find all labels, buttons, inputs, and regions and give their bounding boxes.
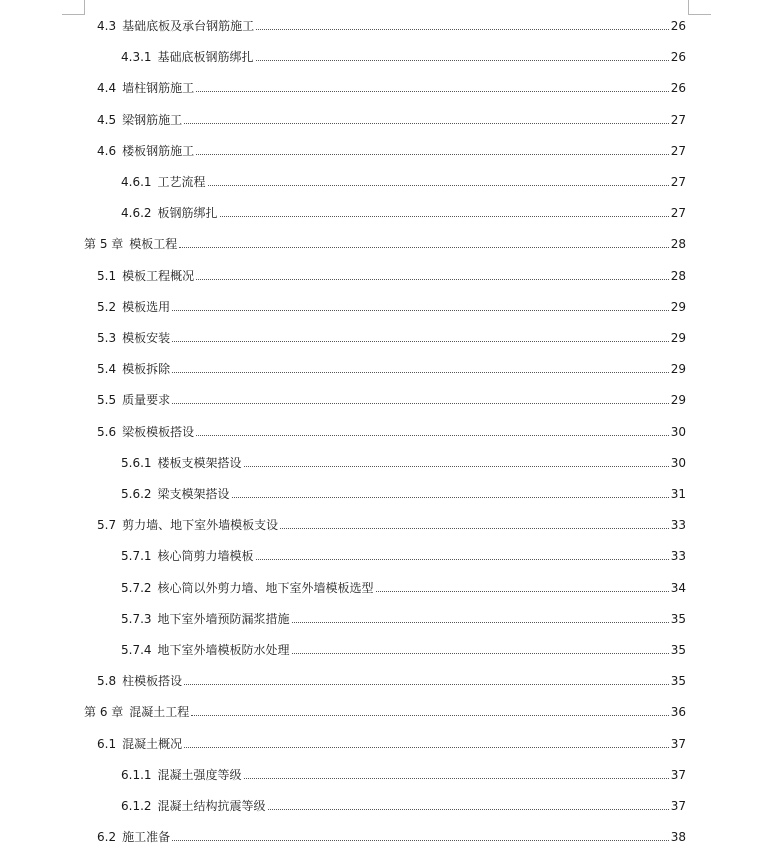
toc-dot-leader <box>196 435 669 436</box>
toc-dot-leader <box>184 747 669 748</box>
toc-entry-page: 29 <box>670 393 686 408</box>
toc-entry-title: 楼板支模架搭设 <box>157 455 242 470</box>
toc-entry-page: 31 <box>670 487 686 501</box>
page-corner-mark-right <box>688 0 711 15</box>
toc-entry[interactable] <box>121 606 686 626</box>
toc-entry-page: 34 <box>670 580 686 595</box>
toc-dot-leader <box>172 341 669 342</box>
toc-entry[interactable] <box>121 793 686 813</box>
toc-entry-title: 地下室外墙预防漏浆措施 <box>157 611 290 626</box>
toc-entry-title: 质量要求 <box>122 393 171 408</box>
toc-entry[interactable] <box>121 481 686 501</box>
toc-entry-page: 33 <box>670 549 686 564</box>
toc-entry-number: 5.7.3 <box>121 611 152 626</box>
toc-entry-page: 37 <box>670 767 686 782</box>
page-corner-mark-left <box>62 0 85 15</box>
toc-entry-number: 5.7 <box>97 518 117 533</box>
toc-dot-leader <box>184 684 669 685</box>
toc-entry[interactable] <box>84 231 686 251</box>
toc-entry-title: 核心筒剪力墙模板 <box>157 549 254 564</box>
toc-entry-title: 模板拆除 <box>122 362 171 377</box>
toc-entry-page: 33 <box>670 518 686 533</box>
toc-entry[interactable] <box>121 44 686 64</box>
toc-entry-number: 4.5 <box>97 112 117 127</box>
toc-entry-page: 30 <box>670 424 686 439</box>
toc-entry[interactable] <box>121 637 686 657</box>
toc-entry-page: 29 <box>670 362 686 377</box>
toc-dot-leader <box>172 372 669 373</box>
toc-entry-title: 柱模板搭设 <box>122 674 183 689</box>
toc-entry-title: 核心筒以外剪力墙、地下室外墙模板选型 <box>157 580 374 595</box>
toc-entry-number: 6.1.1 <box>121 767 152 782</box>
toc-entry-page: 26 <box>670 81 686 96</box>
toc-dot-leader <box>196 91 669 92</box>
toc-dot-leader <box>280 528 669 529</box>
toc-entry-number: 6.2 <box>97 830 117 845</box>
toc-entry-page: 28 <box>670 268 686 283</box>
toc-entry-number: 4.3.1 <box>121 50 152 65</box>
toc-entry[interactable] <box>97 512 686 532</box>
toc-entry-page: 29 <box>670 299 686 314</box>
toc-entry-title: 施工准备 <box>122 830 171 845</box>
toc-entry[interactable] <box>97 294 686 314</box>
toc-entry[interactable] <box>97 13 686 33</box>
toc-entry-title: 楼板钢筋施工 <box>122 143 195 158</box>
toc-entry[interactable] <box>97 138 686 158</box>
toc-entry[interactable] <box>97 107 686 127</box>
toc-entry-page: 35 <box>670 611 686 626</box>
toc-entry[interactable] <box>97 75 686 95</box>
toc-dot-leader <box>256 60 669 61</box>
toc-entry-page: 27 <box>670 206 686 221</box>
toc-entry-page: 30 <box>670 455 686 470</box>
toc-dot-leader <box>244 466 669 467</box>
toc-entry[interactable] <box>121 169 686 189</box>
toc-entry-page: 37 <box>670 799 686 813</box>
toc-dot-leader <box>172 310 669 311</box>
toc-entry-number: 4.6 <box>97 143 117 158</box>
toc-entry[interactable] <box>97 387 686 407</box>
toc-entry-number: 5.4 <box>97 362 117 377</box>
toc-dot-leader <box>172 403 669 404</box>
toc-dot-leader <box>184 123 669 124</box>
toc-entry-number: 5.7.4 <box>121 643 152 657</box>
toc-entry[interactable] <box>84 699 686 719</box>
toc-entry-number: 6.1 <box>97 736 117 751</box>
toc-entry-title: 梁板模板搭设 <box>122 424 195 439</box>
toc-entry[interactable] <box>97 731 686 751</box>
toc-entry[interactable] <box>97 419 686 439</box>
toc-entry-number: 4.6.1 <box>121 175 152 189</box>
toc-entry-number: 5.2 <box>97 299 117 314</box>
toc-entry-title: 模板工程概况 <box>122 268 195 283</box>
toc-entry[interactable] <box>121 543 686 563</box>
toc-dot-leader <box>208 185 669 186</box>
toc-entry-number: 第 6 章 <box>84 705 124 720</box>
toc-entry-number: 5.6.2 <box>121 487 152 501</box>
toc-dot-leader <box>196 279 669 280</box>
toc-entry-title: 基础底板及承台钢筋施工 <box>122 19 255 33</box>
toc-entry[interactable] <box>97 325 686 345</box>
toc-entry-number: 5.8 <box>97 674 117 689</box>
toc-dot-leader <box>268 809 669 810</box>
toc-entry-title: 地下室外墙模板防水处理 <box>157 643 290 657</box>
toc-entry-page: 27 <box>670 175 686 189</box>
toc-entry-number: 6.1.2 <box>121 799 152 813</box>
toc-dot-leader <box>220 216 669 217</box>
toc-dot-leader <box>196 154 669 155</box>
toc-entry-number: 4.3 <box>97 19 117 33</box>
toc-dot-leader <box>232 497 669 498</box>
toc-entry-page: 26 <box>670 19 686 33</box>
toc-entry-title: 梁钢筋施工 <box>122 112 183 127</box>
toc-entry-number: 5.7.2 <box>121 580 152 595</box>
toc-entry-title: 混凝土概况 <box>122 736 183 751</box>
toc-entry[interactable] <box>97 824 686 844</box>
toc-entry-page: 29 <box>670 331 686 345</box>
toc-entry-title: 模板选用 <box>122 299 171 314</box>
toc-dot-leader <box>179 247 668 248</box>
toc-entry-page: 26 <box>670 50 686 65</box>
toc-dot-leader <box>191 715 668 716</box>
toc-entry-number: 5.7.1 <box>121 549 152 564</box>
toc-dot-leader <box>256 29 669 30</box>
toc-dot-leader <box>172 840 669 841</box>
toc-dot-leader <box>292 653 669 654</box>
toc-entry-title: 板钢筋绑扎 <box>157 206 218 221</box>
toc-entry-title: 混凝土结构抗震等级 <box>157 799 266 813</box>
toc-entry-page: 36 <box>670 705 686 720</box>
toc-entry-number: 4.6.2 <box>121 206 152 221</box>
toc-entry-title: 模板工程 <box>129 237 178 252</box>
toc-entry-page: 27 <box>670 143 686 158</box>
toc-entry-title: 混凝土强度等级 <box>157 767 242 782</box>
toc-entry[interactable] <box>97 263 686 283</box>
toc-entry[interactable] <box>121 450 686 470</box>
toc-entry-title: 基础底板钢筋绑扎 <box>157 50 254 65</box>
toc-entry-title: 梁支模架搭设 <box>157 487 230 501</box>
toc-entry-page: 28 <box>670 237 686 252</box>
toc-entry-page: 35 <box>670 674 686 689</box>
toc-entry-title: 墙柱钢筋施工 <box>122 81 195 96</box>
toc-entry-title: 工艺流程 <box>157 175 206 189</box>
toc-entry[interactable] <box>121 200 686 220</box>
toc-entry-title: 混凝土工程 <box>129 705 190 720</box>
toc-entry[interactable] <box>97 668 686 688</box>
toc-dot-leader <box>376 591 669 592</box>
toc-entry-title: 模板安装 <box>122 331 171 345</box>
toc-entry-number: 5.3 <box>97 331 117 345</box>
toc-dot-leader <box>244 778 669 779</box>
toc-entry-page: 27 <box>670 112 686 127</box>
toc-entry-number: 5.6.1 <box>121 455 152 470</box>
toc-entry-number: 4.4 <box>97 81 117 96</box>
toc-entry-number: 第 5 章 <box>84 237 124 252</box>
toc-dot-leader <box>292 622 669 623</box>
toc-entry[interactable] <box>97 356 686 376</box>
toc-dot-leader <box>256 559 669 560</box>
toc-entry-page: 38 <box>670 830 686 845</box>
toc-entry-number: 5.6 <box>97 424 117 439</box>
toc-entry-number: 5.5 <box>97 393 117 408</box>
toc-entry[interactable] <box>121 762 686 782</box>
toc-entry-number: 5.1 <box>97 268 117 283</box>
toc-entry-page: 35 <box>670 643 686 657</box>
toc-entry[interactable] <box>121 575 686 595</box>
toc-entry-title: 剪力墙、地下室外墙模板支设 <box>122 518 279 533</box>
toc-entry-page: 37 <box>670 736 686 751</box>
